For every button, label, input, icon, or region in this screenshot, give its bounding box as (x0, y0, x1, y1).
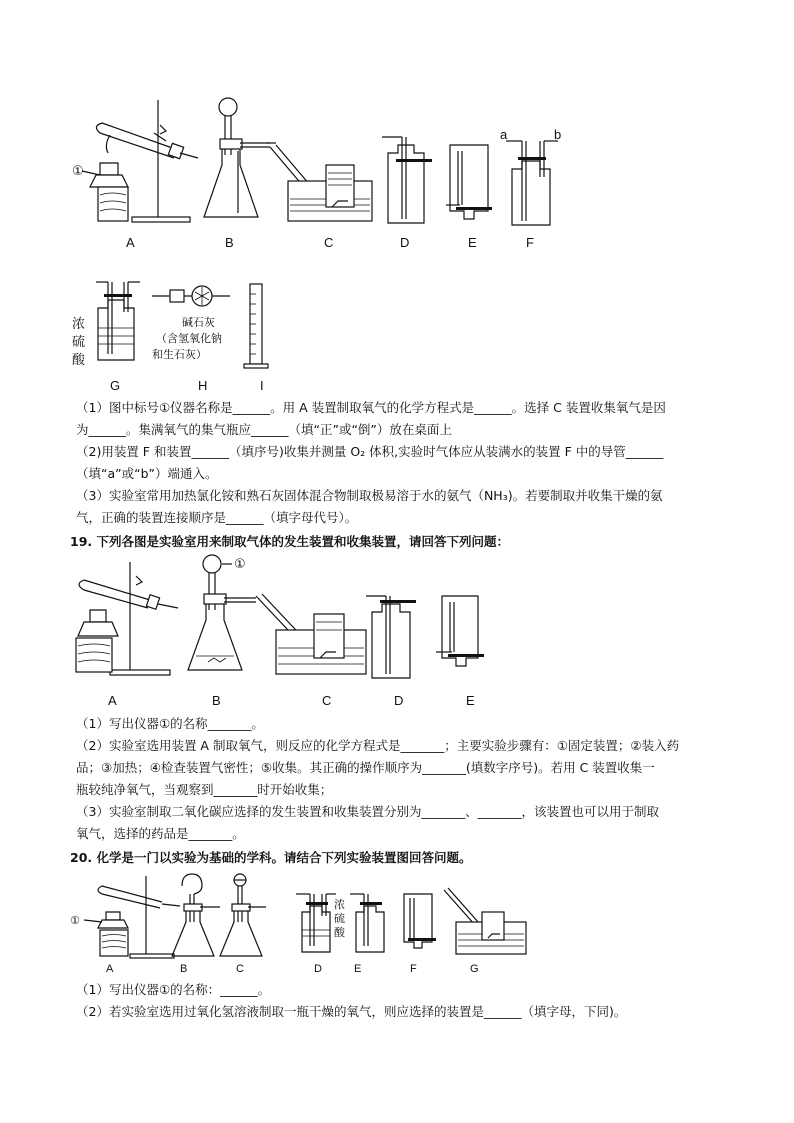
label-h: H (198, 378, 208, 393)
apparatus-h (152, 286, 230, 306)
q19-apparatus-c (256, 594, 366, 674)
q19-label-d: D (394, 693, 404, 708)
q20-marker-circle-1: ① (70, 915, 80, 927)
q19-apparatus-a (76, 562, 178, 675)
g-text-1: 浓 (72, 317, 86, 332)
apparatus-b (204, 98, 270, 217)
q18-line-4: （填“a”或“b”）端通入。 (76, 466, 218, 481)
q19-label-c: C (322, 693, 332, 708)
label-f: F (526, 235, 534, 250)
label-g: G (110, 378, 121, 393)
q19-line-2: （2）实验室选用装置 A 制取氧气，则反应的化学方程式是_______；主要实验步骤有：①固定装置；②装入药 (76, 738, 680, 753)
label-c: C (324, 235, 334, 250)
h-text-2: （含氢氧化钠 (156, 332, 222, 345)
apparatus-g (96, 282, 140, 360)
label-tube-b: b (554, 127, 562, 142)
q20-label-e: E (354, 963, 362, 975)
q20-apparatus-d (296, 894, 336, 952)
marker-circle-1: ① (72, 163, 84, 178)
label-b: B (225, 235, 234, 250)
q20-apparatus-f (404, 894, 436, 948)
q18-line-6: 气，正确的装置连接顺序是______（填字母代号）。 (76, 510, 358, 525)
figure-3-apparatus (70, 550, 490, 712)
figure-2-apparatus (70, 278, 300, 398)
q20-apparatus-c (220, 874, 266, 956)
q20-label-a: A (106, 963, 114, 975)
q19-label-a: A (108, 693, 117, 708)
q18-line-1: （1）图中标号①仪器名称是______。用 A 装置制取氧气的化学方程式是______。选择 C 装置收集氧气是因 (76, 400, 666, 415)
q19-line-4: 瓶较纯净氧气，当观察到_______时开始收集； (76, 782, 333, 797)
label-e: E (468, 235, 477, 250)
label-a: A (126, 235, 135, 250)
label-tube-a: a (500, 127, 508, 142)
q20-label-c: C (236, 963, 244, 975)
q20-title: 20. 化学是一门以实验为基础的学科。请结合下列实验装置图回答问题。 (70, 850, 472, 865)
q19-label-b: B (212, 693, 221, 708)
q20-apparatus-a (84, 876, 180, 958)
label-d: D (400, 235, 410, 250)
apparatus-a (82, 100, 198, 222)
g-text-3: 酸 (72, 353, 86, 368)
q20-label-d: D (314, 963, 322, 975)
label-i: I (260, 378, 264, 393)
apparatus-d (382, 137, 432, 223)
apparatus-i (244, 284, 268, 368)
q19-apparatus-b (188, 555, 256, 670)
apparatus-f (506, 141, 558, 225)
q18-line-3: （2)用装置 F 和装置______（填序号)收集并测量 O₂ 体积,实验时气体应从装满水的装置 F 中的导管______ (76, 444, 664, 459)
q18-line-5: （3）实验室常用加热氯化铵和熟石灰固体混合物制取极易溶于水的氨气（NH₃)。若要制取并收集干燥的氨 (76, 488, 663, 503)
q19-apparatus-e (436, 596, 484, 666)
q18-line-2: 为______。集满氧气的集气瓶应______（填“正”或“倒”）放在桌面上 (76, 422, 452, 437)
apparatus-c (266, 143, 372, 221)
q19-line-5: （3）实验室制取二氧化碳应选择的发生装置和收集装置分别为_______、_______，该装置也可以用于制取 (76, 804, 659, 819)
q20-apparatus-b (172, 874, 220, 956)
q20-line-1: （1）写出仪器①的名称：______。 (76, 982, 271, 997)
figure-1-apparatus (70, 95, 610, 260)
q19-marker-circle-1: ① (234, 556, 246, 571)
q19-line-1: （1）写出仪器①的名称_______。 (76, 716, 264, 731)
q20-e-text-1: 浓 (334, 898, 345, 911)
h-text-3: 和生石灰） (152, 348, 207, 361)
q19-apparatus-d (366, 596, 416, 678)
q20-apparatus-g (444, 888, 526, 954)
h-text-1: 碱石灰 (182, 316, 215, 329)
q20-e-text-3: 酸 (334, 926, 345, 939)
figure-4-apparatus (70, 872, 530, 976)
q20-label-b: B (180, 963, 188, 975)
q20-label-f: F (410, 963, 417, 975)
q19-line-3: 品；③加热；④检查装置气密性；⑤收集。其正确的操作顺序为_______(填数字序号)。若用 C 装置收集一 (76, 760, 655, 775)
q20-e-text-2: 硫 (334, 912, 345, 925)
q20-label-g: G (470, 963, 479, 975)
q20-apparatus-e (350, 894, 384, 952)
g-text-2: 硫 (72, 335, 86, 350)
q19-label-e: E (466, 693, 475, 708)
q20-line-2: （2）若实验室选用过氧化氢溶液制取一瓶干燥的氧气，则应选择的装置是______（填字母，下同)。 (76, 1004, 627, 1019)
apparatus-e (446, 145, 492, 219)
q19-line-6: 氧气，选择的药品是_______。 (76, 826, 245, 841)
q19-title: 19. 下列各图是实验室用来制取气体的发生装置和收集装置，请回答下列问题： (70, 534, 509, 549)
